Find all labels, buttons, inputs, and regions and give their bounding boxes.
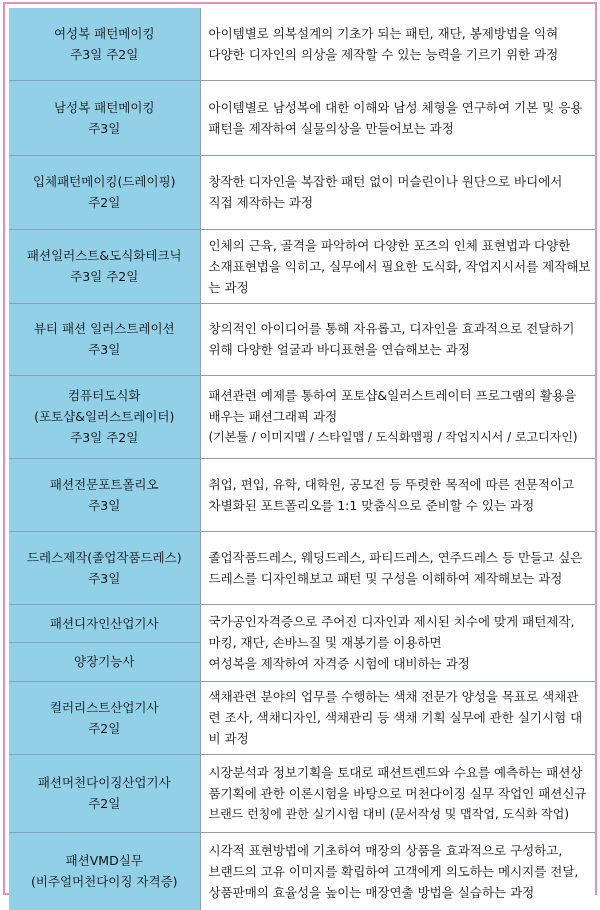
course-name: 여성복 패턴메이킹 bbox=[53, 25, 155, 41]
course-description-line: 졸업작품드레스, 웨딩드레스, 파티드레스, 연주드레스 등 만들고 싶은 bbox=[208, 549, 583, 565]
table-row bbox=[9, 754, 595, 832]
course-description-line: 련 조사, 색채디자인, 색채관리 등 색채 기획 실무에 관한 실기시험 대 bbox=[208, 710, 583, 725]
course-description-line: 아이템별로 의복설계의 기초가 되는 패턴, 재단, 봉제방법을 익혀 bbox=[208, 25, 559, 41]
course-description-line: 다양한 디자인의 의상을 제작할 수 있는 능력을 기르기 위한 과정 bbox=[208, 46, 559, 62]
course-description-line: 인체의 근육, 골격을 파악하여 다양한 포즈의 인체 표현법과 다양한 bbox=[208, 237, 571, 253]
course-name-sub: (비주얼머천다이징 자격증) bbox=[30, 874, 178, 890]
course-description-line: 상품판매의 효율성을 높이는 매장연출 방법을 실습하는 과정 bbox=[208, 884, 535, 900]
course-schedule: 주2일 bbox=[88, 195, 121, 210]
course-description-line: 취업, 편입, 유학, 대학원, 공모전 등 뚜렷한 목적에 따른 전문적이고 bbox=[208, 476, 575, 492]
course-name-sub: (포토샵&일러스트레이터) bbox=[34, 409, 175, 424]
course-description-line: 브랜드 런칭에 관한 실기시험 대비 (문서작성 및 맵작업, 도식화 작업) bbox=[208, 806, 569, 821]
course-description-line: 아이템별로 남성복에 대한 이해와 남성 체형을 연구하여 기본 및 응용 bbox=[208, 99, 583, 115]
course-schedule: 주3일 bbox=[88, 570, 121, 586]
course-name: 패션VMD실무 bbox=[65, 853, 143, 869]
course-table bbox=[9, 8, 595, 910]
course-description-line: 차별화된 포트폴리오를 1:1 맞춤식으로 준비할 수 있는 과정 bbox=[208, 497, 535, 513]
course-description-line: 마킹, 재단, 손바느질 및 재봉기를 이용하면 bbox=[208, 635, 442, 650]
course-description-line: 창의적인 아이디어를 통해 자유롭고, 디자인을 효과적으로 전달하기 bbox=[208, 321, 575, 336]
page-frame bbox=[3, 2, 597, 900]
course-name: 패션디자인산업기사 bbox=[49, 615, 159, 631]
course-description-line: 여성복을 제작하여 자격증 시험에 대비하는 과정 bbox=[208, 656, 470, 671]
table-row bbox=[9, 458, 595, 531]
course-name: 컬러리스트산업기사 bbox=[49, 699, 159, 715]
table-row bbox=[9, 375, 595, 458]
course-name: 컴퓨터도식화 bbox=[68, 388, 141, 403]
course-description-line: 품기획에 관한 이론시험을 바탕으로 머천다이징 실무 작업인 패션신규 bbox=[208, 785, 587, 801]
course-name-cell bbox=[9, 832, 200, 910]
course-schedule: 주3일 주2일 bbox=[70, 269, 139, 284]
table-row bbox=[9, 832, 595, 910]
course-name: 드레스제작(졸업작품드레스) bbox=[26, 549, 182, 565]
course-description-cell bbox=[200, 604, 595, 681]
course-schedule: 주3일 bbox=[88, 497, 121, 513]
course-description-line: 비 과정 bbox=[208, 731, 249, 746]
course-description-line: 위해 다양한 얼굴과 바디표현을 연습해보는 과정 bbox=[208, 342, 470, 357]
course-description-cell bbox=[200, 155, 595, 229]
course-description-line: 드레스를 디자인해보고 패턴 및 구성을 이해하여 제작해보는 과정 bbox=[208, 570, 563, 586]
course-description-cell bbox=[200, 8, 595, 80]
course-description-cell bbox=[200, 229, 595, 303]
course-description-line: 배우는 패션그래픽 과정 bbox=[208, 409, 338, 424]
course-name-cell bbox=[9, 531, 200, 604]
course-name: 뷰티 패션 일러스트레이션 bbox=[33, 321, 175, 336]
course-name: 패션전문포트폴리오 bbox=[49, 476, 159, 492]
course-name-cell bbox=[9, 754, 200, 832]
course-description-cell bbox=[200, 832, 595, 910]
course-description-line: (기본툴 / 이미지맵 / 스타일맵 / 도식화맵핑 / 작업지시서 / 로고디자인) bbox=[208, 430, 578, 444]
course-name-cell bbox=[9, 375, 200, 458]
course-name-cell bbox=[9, 8, 200, 80]
course-name: 양장기능사 bbox=[74, 654, 135, 669]
course-description-cell bbox=[200, 375, 595, 458]
course-name-cell bbox=[9, 458, 200, 531]
course-description-line: 색채관련 분야의 업무를 수행하는 색채 전문가 양성을 목표로 색채관 bbox=[208, 689, 579, 704]
course-description-line: 소재표현법을 익히고, 실무에서 필요한 도식화, 작업지시서를 제작해보 bbox=[208, 258, 591, 274]
course-description-cell bbox=[200, 754, 595, 832]
course-name: 남성복 패턴메이킹 bbox=[53, 99, 155, 115]
course-name: 패션머천다이징산업기사 bbox=[37, 775, 171, 790]
course-schedule: 주3일 bbox=[88, 342, 121, 357]
course-description-line: 직접 제작하는 과정 bbox=[208, 195, 314, 210]
table-row bbox=[9, 155, 595, 229]
table-row bbox=[9, 80, 595, 155]
course-name: 패션일러스트&도식화테크닉 bbox=[26, 248, 182, 263]
course-name-cell bbox=[9, 155, 200, 229]
course-schedule: 주3일 bbox=[88, 120, 121, 136]
course-description-line: 창작한 디자인을 복잡한 패턴 없이 머슬린이나 원단으로 바디에서 bbox=[208, 174, 563, 189]
course-description-line: 패션관련 예제를 통하여 포토샵&일러스트레이터 프로그램의 활용을 bbox=[208, 388, 577, 403]
course-description-line: 브랜드의 고유 이미지를 확립하여 고객에게 의도하는 메시지를 전달, bbox=[208, 863, 579, 879]
course-name-cell bbox=[9, 604, 200, 642]
course-description-cell bbox=[200, 303, 595, 375]
course-name-cell bbox=[9, 229, 200, 303]
course-name-cell bbox=[9, 642, 200, 681]
course-description-line: 는 과정 bbox=[208, 279, 249, 295]
table-row bbox=[9, 8, 595, 80]
table-row bbox=[9, 229, 595, 303]
course-description-cell bbox=[200, 80, 595, 155]
course-name: 입체패턴메이킹(드레이핑) bbox=[32, 174, 176, 189]
table-row bbox=[9, 604, 595, 642]
course-description-line: 시장분석과 정보기획을 토대로 패션트렌드와 수요를 예측하는 패션상 bbox=[208, 764, 583, 780]
course-description-line: 패턴을 제작하여 실물의상을 만들어보는 과정 bbox=[208, 120, 454, 136]
course-description-cell bbox=[200, 681, 595, 754]
course-description-cell bbox=[200, 458, 595, 531]
course-description-cell bbox=[200, 531, 595, 604]
table-row bbox=[9, 681, 595, 754]
course-description-line: 시각적 표현방법에 기초하여 매장의 상품을 효과적으로 구성하고, bbox=[208, 842, 563, 858]
course-schedule: 주3일 주2일 bbox=[70, 46, 139, 62]
course-name-cell bbox=[9, 80, 200, 155]
course-schedule: 주2일 bbox=[88, 720, 121, 736]
table-row bbox=[9, 531, 595, 604]
course-name-cell bbox=[9, 303, 200, 375]
course-schedule: 주3일 주2일 bbox=[70, 430, 139, 445]
course-schedule: 주2일 bbox=[88, 796, 121, 811]
course-name-cell bbox=[9, 681, 200, 754]
table-row bbox=[9, 303, 595, 375]
course-description-line: 국가공인자격증으로 주어진 디자인과 제시된 치수에 맞게 패턴제작, bbox=[208, 614, 575, 629]
